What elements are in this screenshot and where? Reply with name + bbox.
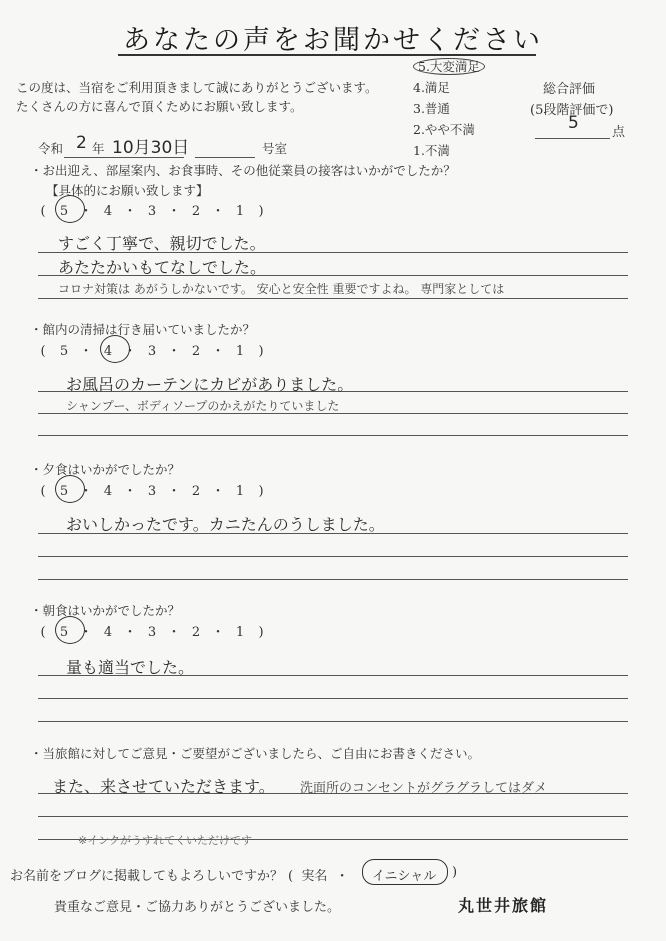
inn-name: 丸世井旅館 xyxy=(458,896,549,915)
q2-rating: ( 5 ・ 4 ・ 3 ・ 2 ・ 1 ) xyxy=(40,344,264,359)
q4-selected-ring xyxy=(55,616,85,644)
q3-question: ・夕食はいかがでしたか？ xyxy=(30,462,181,477)
scale-item-2: 2.やや不満 xyxy=(413,122,475,137)
scale-item-4: 4.満足 xyxy=(413,80,450,95)
q2-line-3 xyxy=(38,435,628,436)
option-initial: イニシャル xyxy=(372,869,437,884)
q2-answer-2: シャンプー、ボディソープのかえがたりていました xyxy=(66,399,340,413)
q1-question: ・お出迎え、部屋案内、お食事時、その他従業員の接客はいかがでしたか？ xyxy=(30,163,456,178)
q4-answer-1: 量も適当でした。 xyxy=(66,658,195,677)
q1-answer-3: コロナ対策は あがうしかないです。 安心と安全性 重要ですよね。 専門家としては xyxy=(58,282,505,296)
q3-selected-ring xyxy=(55,475,85,503)
q1-answer-1: すごく丁寧で、親切でした。 xyxy=(58,234,266,253)
overall-unit: 点 xyxy=(612,125,626,140)
q3-rating: ( 5 ・ 4 ・ 3 ・ 2 ・ 1 ) xyxy=(40,484,264,499)
date-year-unit: 年 xyxy=(92,141,105,156)
q5-question: ・当旅館に対してご意見・ご要望がございましたら、ご自由にお書きください。 xyxy=(30,746,481,761)
q4-question: ・朝食はいかがでしたか？ xyxy=(30,603,181,618)
q2-answer-1: お風呂のカーテンにカビがありました。 xyxy=(66,375,354,394)
intro-line-1: この度は、当宿をご利用頂きまして誠にありがとうございます。 xyxy=(16,80,378,95)
intro-line-2: たくさんの方に喜んで頂くためにお願い致します。 xyxy=(16,99,303,114)
overall-underline xyxy=(535,138,610,139)
date-era: 令和 xyxy=(38,141,64,156)
page-title: あなたの声をお聞かせください xyxy=(123,25,543,56)
q1-note: 【具体的にお願い致します】 xyxy=(46,183,209,198)
overall-value: 5 xyxy=(568,113,579,133)
date-value: 10月30日 xyxy=(112,138,190,158)
blog-options-close: ) xyxy=(452,865,458,880)
q2-selected-ring xyxy=(100,335,130,363)
q5-line-2 xyxy=(38,816,628,817)
q4-rating: ( 5 ・ 4 ・ 3 ・ 2 ・ 1 ) xyxy=(40,625,264,640)
q3-answer-1: おいしかったです。カニたんのうしました。 xyxy=(66,515,385,534)
room-underline xyxy=(195,157,255,158)
q5-answer-2: 洗面所のコンセントがグラグラしてはダメ xyxy=(300,781,548,796)
option-initial-ring xyxy=(362,859,448,885)
q2-question: ・館内の清掃は行き届いていましたか？ xyxy=(30,322,256,337)
q1-selected-ring xyxy=(55,195,85,223)
q3-line-2 xyxy=(38,556,628,557)
date-year: 2 xyxy=(76,133,87,153)
q1-line-3 xyxy=(38,298,628,299)
overall-label: 総合評価 xyxy=(543,82,596,97)
date-underline xyxy=(64,157,184,158)
blog-options: ( 実名 ・ xyxy=(288,869,353,884)
scale-item-5: 5.大変満足 xyxy=(413,56,485,77)
q1-rating: ( 5 ・ 4 ・ 3 ・ 2 ・ 1 ) xyxy=(40,204,264,219)
q4-line-2 xyxy=(38,698,628,699)
scale-item-1: 1.不満 xyxy=(413,143,450,158)
q5-answer-1: また、来させていただきます。 xyxy=(52,777,275,796)
scale-item-3: 3.普通 xyxy=(413,101,450,116)
thanks-text: 貴重なご意見・ご協力ありがとうございました。 xyxy=(54,900,341,915)
option-real: 実名 xyxy=(301,869,328,884)
overall-sub: (5段階評価で) xyxy=(530,103,614,118)
q3-line-3 xyxy=(38,579,628,580)
q4-line-3 xyxy=(38,721,628,722)
q5-answer-3: ※インクがうすれてくいただけです xyxy=(78,834,252,847)
blog-question: お名前をブログに掲載してもよろしいですか？ xyxy=(10,869,284,884)
room-label: 号室 xyxy=(262,141,288,156)
q1-answer-2: あたたかいもてなしでした。 xyxy=(58,258,267,277)
